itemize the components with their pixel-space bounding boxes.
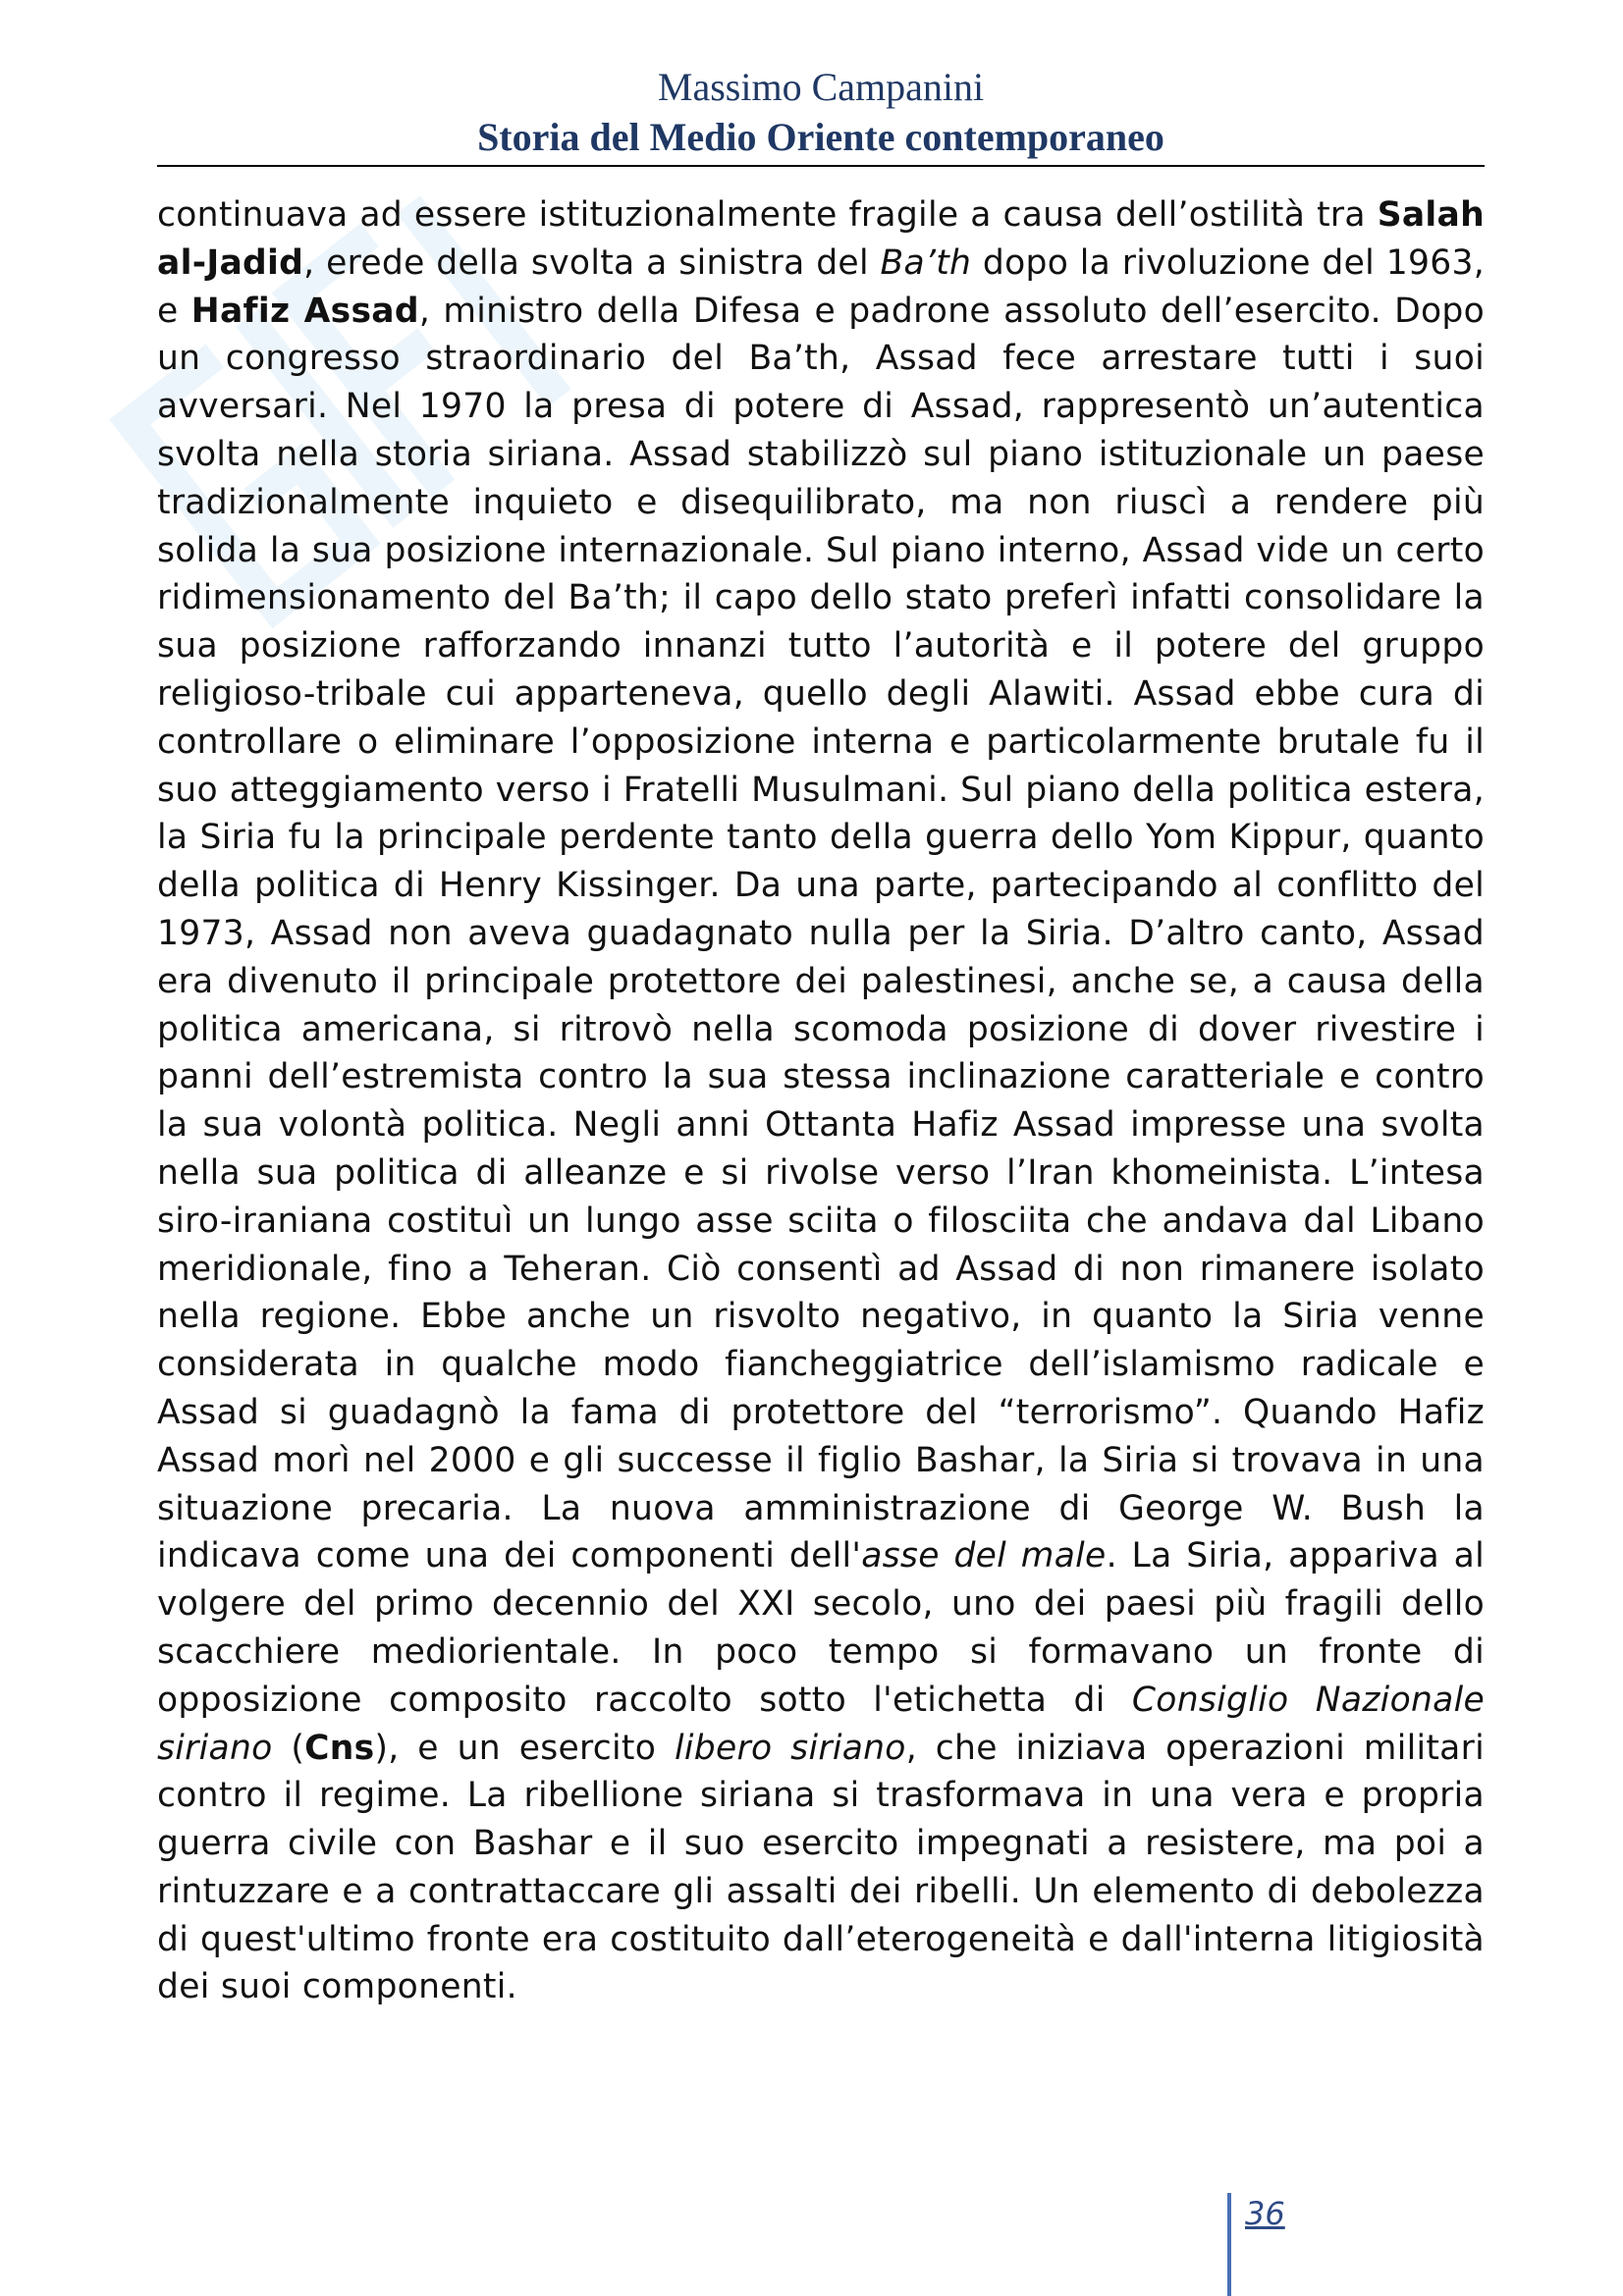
text-run: , ministro della Difesa e padrone assoluto dell’esercito. Dopo un congresso straordinario del Ba’th, Assad fece arrestare tutti i suoi avversari. Nel 1970 la presa di potere di Assad, rappresentò un’autentica svolta nella storia siriana. Assad stabilizzò sul piano istituzionale un paese tradizionalmente inquieto e disequilibrato, ma non riuscì a rendere più solida la sua posizione internazionale. Sul piano interno, Assad vide un certo ridimensionamento del Ba’th; il capo dello stato preferì infatti consolidare la sua posizione rafforzando innanzi tutto l’autorità e il potere del gruppo religioso-tribale cui apparteneva, quello degli Alawiti. Assad ebbe cura di controllare o eliminare l’opposizione interna e particolarmente brutale fu il suo atteggiamento verso i Fratelli Musulmani. Sul piano della politica estera, la Siria fu la principale perdente tanto della guerra dello Yom Kippur, quanto della politica di Henry Kissinger. Da una parte, partecipando al conflitto del 1973, Assad non aveva guadagnato nulla per la Siria. D’altro canto, Assad era divenuto il principale protettore dei palestinesi, anche se, a causa della politica americana, si ritrovò nella scomoda posizione di dover rivestire i panni dell’estremista contro la sua stessa inclinazione caratteriale e contro la sua volontà politica. Negli anni Ottanta Hafiz Assad impresse una svolta nella sua politica di alleanze e si rivolse verso l’Iran khomeinista. L’intesa siro-iraniana costituì un lungo asse sciita o filosciita che andava dal Libano meridionale, fino a Teheran. Ciò consentì ad Assad di non rimanere isolato nella regione. Ebbe anche un risvolto negativo, in quanto la Siria venne considerata in qualche modo fiancheggiatrice dell’islamismo radicale e Assad si guadagnò la fama di protettore del “terrorismo”. Quando Hafiz Assad morì nel 2000 e gli successe il figlio Bashar, la Siria si trovava in una situazione precaria. La nuova amministrazione di George W. Bush la indicava come una dei componenti dell' (157, 291, 1486, 1576)
book-title: Storia del Medio Oriente contemporaneo (477, 115, 1164, 159)
footer-divider (1227, 2193, 1231, 2296)
text-run: ), e un esercito (374, 1728, 675, 1768)
text-run: , che iniziava operazioni militari contro il regime. La ribellione siriana si trasformava in una vera e propria guerra civile con Bashar e il suo esercito impegnati a resistere, ma poi a rintuzzare e a contrattaccare gli assalti dei ribelli. Un elemento di debolezza di quest'ultimo fronte era costituito dall’eterogeneità e dall'interna litigiosità dei suoi componenti. (157, 1728, 1485, 2007)
text-run: dopo la rivoluzione del 1963, e (157, 242, 1485, 331)
text-run: ( (272, 1728, 305, 1768)
italic-term-consiglio-nazionale: Consiglio Nazionale siriano (157, 1680, 1485, 1768)
paragraph (157, 191, 1485, 2011)
text-run: , erede della svolta a sinistra del (303, 242, 881, 283)
bold-name-salah-al-jadid: Salah al-Jadid (157, 195, 1485, 283)
text-run: . La Siria, appariva al volgere del primo decennio del XXI secolo, uno dei paesi più fragili dello scacchiere mediorientale. In poco tempo si formavano un fronte di opposizione composito raccolto sotto l'etichetta di (157, 1536, 1486, 1720)
italic-term-asse-del-male: asse del male (861, 1536, 1107, 1576)
italic-term-libero-siriano: libero siriano (674, 1728, 906, 1768)
body-text (157, 191, 1485, 2011)
author-name: Massimo Campanini (657, 65, 985, 109)
page-header (157, 63, 1485, 163)
bold-acronym-cns: Cns (304, 1728, 375, 1768)
bold-name-hafiz-assad: Hafiz Assad (190, 291, 419, 331)
header-divider (157, 165, 1485, 167)
page-number[interactable]: 36 (1245, 2195, 1285, 2232)
italic-term-bath: Ba’th (880, 242, 972, 283)
text-run: continuava ad essere istituzionalmente fragile a causa dell’ostilità tra (157, 195, 1378, 235)
